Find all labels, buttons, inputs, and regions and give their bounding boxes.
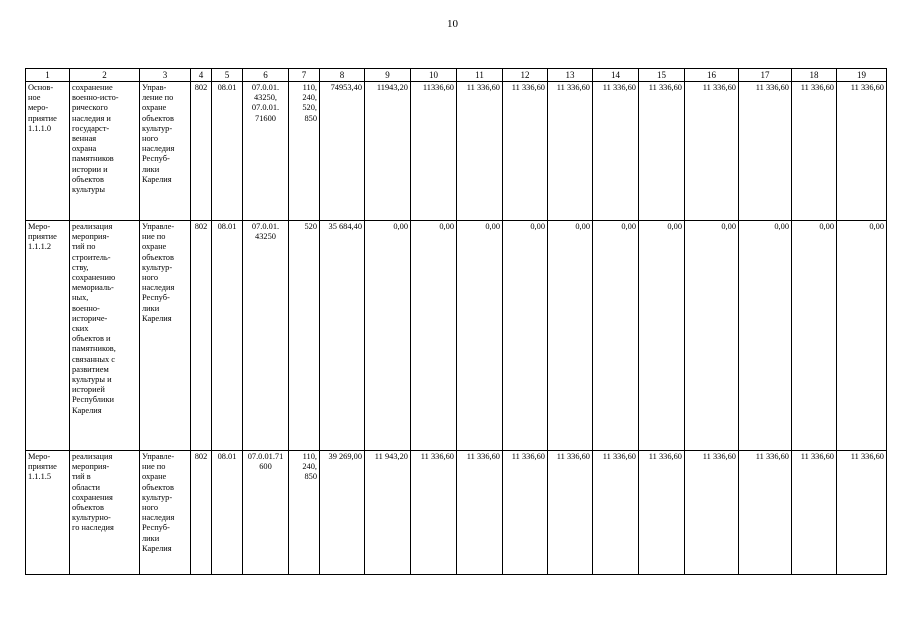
column-number: 14	[593, 69, 639, 82]
table-row	[26, 82, 887, 221]
column-number: 13	[548, 69, 593, 82]
value-cell: 0,00	[457, 221, 503, 451]
name-cell: реализация мероприя- тий по строитель- ству, сохранению мемориаль- ных, военно- историче- ских объектов и памятников, связанных с развитием культуры и историей Республики Карелия	[70, 221, 140, 451]
column-number: 18	[792, 69, 837, 82]
column-number: 3	[140, 69, 191, 82]
value-cell: 11 336,60	[792, 82, 837, 221]
column-number: 15	[639, 69, 685, 82]
csr-cell: 07.0.01. 43250, 07.0.01. 71600	[243, 82, 289, 221]
rzpr-cell: 08.01	[212, 221, 243, 451]
executor-cell: Управле- ние по охране объектов культур- ного наследия Респуб- лики Карелия	[140, 221, 191, 451]
value-cell: 11943,20	[365, 82, 411, 221]
value-cell: 0,00	[411, 221, 457, 451]
column-number: 17	[739, 69, 792, 82]
column-number: 8	[320, 69, 365, 82]
grbs-cell: 802	[191, 82, 212, 221]
table-row	[26, 451, 887, 575]
value-cell: 0,00	[837, 221, 887, 451]
grbs-cell: 802	[191, 221, 212, 451]
value-cell: 11 336,60	[639, 82, 685, 221]
value-cell: 11 336,60	[548, 82, 593, 221]
status-cell: Меро- приятие 1.1.1.5	[26, 451, 70, 575]
column-number: 9	[365, 69, 411, 82]
value-cell: 11 336,60	[639, 451, 685, 575]
value-cell: 11 336,60	[685, 82, 739, 221]
value-cell: 35 684,40	[320, 221, 365, 451]
vr-cell: 110, 240, 850	[289, 451, 320, 575]
value-cell: 11 336,60	[792, 451, 837, 575]
table-row	[26, 221, 887, 451]
grbs-cell: 802	[191, 451, 212, 575]
status-cell: Меро- приятие 1.1.1.2	[26, 221, 70, 451]
vr-cell: 110, 240, 520, 850	[289, 82, 320, 221]
value-cell: 11 336,60	[837, 451, 887, 575]
value-cell: 11 336,60	[457, 82, 503, 221]
column-number: 16	[685, 69, 739, 82]
vr-cell: 520	[289, 221, 320, 451]
executor-cell: Управ- ление по охране объектов культур- ного наследия Респуб- лики Карелия	[140, 82, 191, 221]
value-cell: 11336,60	[411, 82, 457, 221]
value-cell: 11 336,60	[593, 82, 639, 221]
rzpr-cell: 08.01	[212, 82, 243, 221]
value-cell: 74953,40	[320, 82, 365, 221]
value-cell: 11 943,20	[365, 451, 411, 575]
value-cell: 11 336,60	[411, 451, 457, 575]
value-cell: 0,00	[503, 221, 548, 451]
column-number: 1	[26, 69, 70, 82]
budget-table	[25, 68, 887, 575]
rzpr-cell: 08.01	[212, 451, 243, 575]
column-number-row	[26, 69, 887, 82]
column-number: 12	[503, 69, 548, 82]
name-cell: сохранение военно-исто- рического наследия и государст- венная охрана памятников истории и объектов культуры	[70, 82, 140, 221]
value-cell: 11 336,60	[503, 82, 548, 221]
executor-cell: Управле- ние по охране объектов культур- ного наследия Респуб- лики Карелия	[140, 451, 191, 575]
column-number: 2	[70, 69, 140, 82]
value-cell: 11 336,60	[739, 451, 792, 575]
value-cell: 11 336,60	[837, 82, 887, 221]
page-number: 10	[447, 18, 458, 30]
value-cell: 0,00	[739, 221, 792, 451]
value-cell: 0,00	[365, 221, 411, 451]
csr-cell: 07.0.01. 43250	[243, 221, 289, 451]
column-number: 6	[243, 69, 289, 82]
column-number: 11	[457, 69, 503, 82]
value-cell: 0,00	[548, 221, 593, 451]
value-cell: 39 269,00	[320, 451, 365, 575]
value-cell: 0,00	[593, 221, 639, 451]
value-cell: 11 336,60	[503, 451, 548, 575]
status-cell: Основ- ное меро- приятие 1.1.1.0	[26, 82, 70, 221]
value-cell: 0,00	[639, 221, 685, 451]
value-cell: 11 336,60	[593, 451, 639, 575]
name-cell: реализация мероприя- тий в области сохранения объектов культурно- го наследия	[70, 451, 140, 575]
csr-cell: 07.0.01.71 600	[243, 451, 289, 575]
column-number: 19	[837, 69, 887, 82]
column-number: 10	[411, 69, 457, 82]
value-cell: 0,00	[685, 221, 739, 451]
value-cell: 0,00	[792, 221, 837, 451]
column-number: 4	[191, 69, 212, 82]
column-number: 5	[212, 69, 243, 82]
value-cell: 11 336,60	[457, 451, 503, 575]
value-cell: 11 336,60	[548, 451, 593, 575]
value-cell: 11 336,60	[739, 82, 792, 221]
column-number: 7	[289, 69, 320, 82]
value-cell: 11 336,60	[685, 451, 739, 575]
